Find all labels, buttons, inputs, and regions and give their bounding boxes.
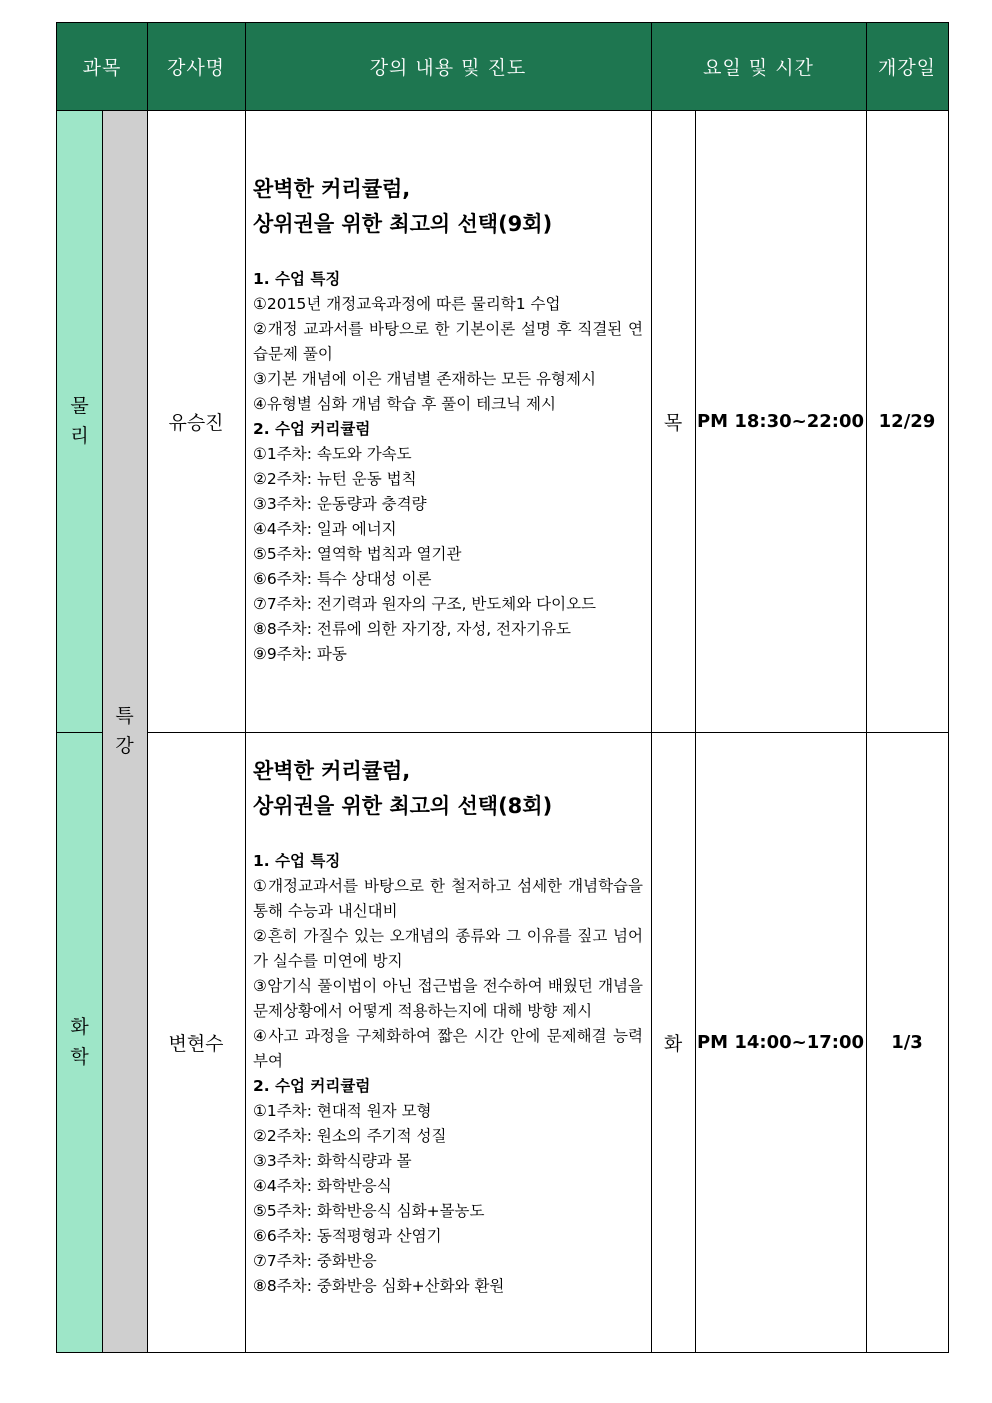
time-cell (695, 110, 866, 732)
feature-item: ①개정교과서를 바탕으로 한 철저하고 섬세한 개념학습을 통해 수능과 내신대비 (253, 877, 643, 920)
col-divider (102, 110, 103, 1352)
header-start-date: 개강일 (866, 23, 948, 110)
section-curriculum-heading: 2. 수업 커리큘럼 (253, 1077, 371, 1095)
time-label: PM 18:30~22:00 (696, 410, 865, 432)
course-title-line2: 상위권을 위한 최고의 선택(9회) (253, 212, 553, 236)
feature-item: ④사고 과정을 구체화하여 짧은 시간 안에 문제해결 능력 부여 (253, 1027, 643, 1070)
day-label: 목 (663, 411, 683, 434)
instructor-name: 변현수 (168, 1032, 224, 1055)
curriculum-item: ①1주차: 현대적 원자 모형 (253, 1102, 432, 1120)
day-cell (651, 110, 695, 732)
curriculum-item: ③3주차: 운동량과 충격량 (253, 495, 427, 513)
time-cell (695, 732, 866, 1352)
section-features-heading: 1. 수업 특징 (253, 270, 341, 288)
curriculum-item: ④4주차: 화학반응식 (253, 1177, 392, 1195)
course-content (245, 732, 651, 1352)
curriculum-item: ⑤5주차: 열역학 법칙과 열기관 (253, 545, 462, 563)
col-divider (245, 23, 246, 1352)
course-table (56, 22, 949, 1353)
curriculum-item: ⑧8주차: 중화반응 심화+산화와 환원 (253, 1277, 505, 1295)
col-divider (147, 23, 148, 1352)
category-cell (102, 110, 147, 1352)
feature-item: ②흔히 가질수 있는 오개념의 종류와 그 이유를 짚고 넘어가 실수를 미연에 방지 (253, 927, 643, 970)
feature-item: ③기본 개념에 이은 개념별 존재하는 모든 유형제시 (253, 370, 596, 388)
curriculum-item: ⑥6주차: 동적평형과 산염기 (253, 1227, 442, 1245)
row-divider (57, 732, 102, 733)
start-date-cell (866, 732, 948, 1352)
start-date-label: 1/3 (891, 1031, 923, 1053)
header-schedule: 요일 및 시간 (651, 23, 866, 110)
day-label: 화 (663, 1032, 683, 1055)
section-curriculum-heading: 2. 수업 커리큘럼 (253, 420, 371, 438)
instructor-cell (147, 110, 245, 732)
time-label: PM 14:00~17:00 (696, 1031, 865, 1053)
subject-label: 화학 (70, 1016, 89, 1068)
curriculum-item: ⑦7주차: 중화반응 (253, 1252, 377, 1270)
instructor-name: 유승진 (168, 411, 224, 434)
feature-item: ①2015년 개정교육과정에 따른 물리학1 수업 (253, 295, 561, 313)
curriculum-item: ⑥6주차: 특수 상대성 이론 (253, 570, 432, 588)
col-divider (651, 23, 652, 1352)
start-date-cell (866, 110, 948, 732)
course-content (245, 110, 651, 732)
col-divider (866, 23, 867, 1352)
curriculum-item: ⑨9주차: 파동 (253, 645, 347, 663)
curriculum-item: ②2주차: 뉴턴 운동 법칙 (253, 470, 417, 488)
curriculum-item: ⑤5주차: 화학반응식 심화+몰농도 (253, 1202, 485, 1220)
feature-item: ④유형별 심화 개념 학습 후 풀이 테크닉 제시 (253, 395, 556, 413)
col-divider (695, 110, 696, 1352)
curriculum-item: ⑧8주차: 전류에 의한 자기장, 자성, 전자기유도 (253, 620, 572, 638)
curriculum-item: ①1주차: 속도와 가속도 (253, 445, 412, 463)
curriculum-item: ②2주차: 원소의 주기적 성질 (253, 1127, 447, 1145)
curriculum-item: ④4주차: 일과 에너지 (253, 520, 397, 538)
course-title-line1: 완벽한 커리큘럼, (253, 759, 411, 783)
day-cell (651, 732, 695, 1352)
course-title-line1: 완벽한 커리큘럼, (253, 177, 411, 201)
category-label: 특강 (115, 705, 134, 757)
subject-label: 물리 (70, 395, 89, 447)
subject-cell-chemistry (57, 732, 102, 1352)
row-divider (147, 732, 948, 733)
curriculum-item: ⑦7주차: 전기력과 원자의 구조, 반도체와 다이오드 (253, 595, 597, 613)
feature-item: ③암기식 풀이법이 아닌 접근법을 전수하여 배웠던 개념을 문제상황에서 어떻게 적용하는지에 대해 방향 제시 (253, 977, 643, 1020)
course-title-line2: 상위권을 위한 최고의 선택(8회) (253, 794, 553, 818)
header-instructor: 강사명 (147, 23, 245, 110)
curriculum-item: ③3주차: 화학식량과 몰 (253, 1152, 412, 1170)
feature-item: ②개정 교과서를 바탕으로 한 기본이론 설명 후 직결된 연습문제 풀이 (253, 320, 643, 363)
start-date-label: 12/29 (878, 410, 936, 432)
header-content: 강의 내용 및 진도 (245, 23, 651, 110)
header-subject: 과목 (57, 23, 147, 110)
subject-cell-physics (57, 110, 102, 732)
section-features-heading: 1. 수업 특징 (253, 852, 341, 870)
instructor-cell (147, 732, 245, 1352)
row-divider (57, 110, 948, 111)
